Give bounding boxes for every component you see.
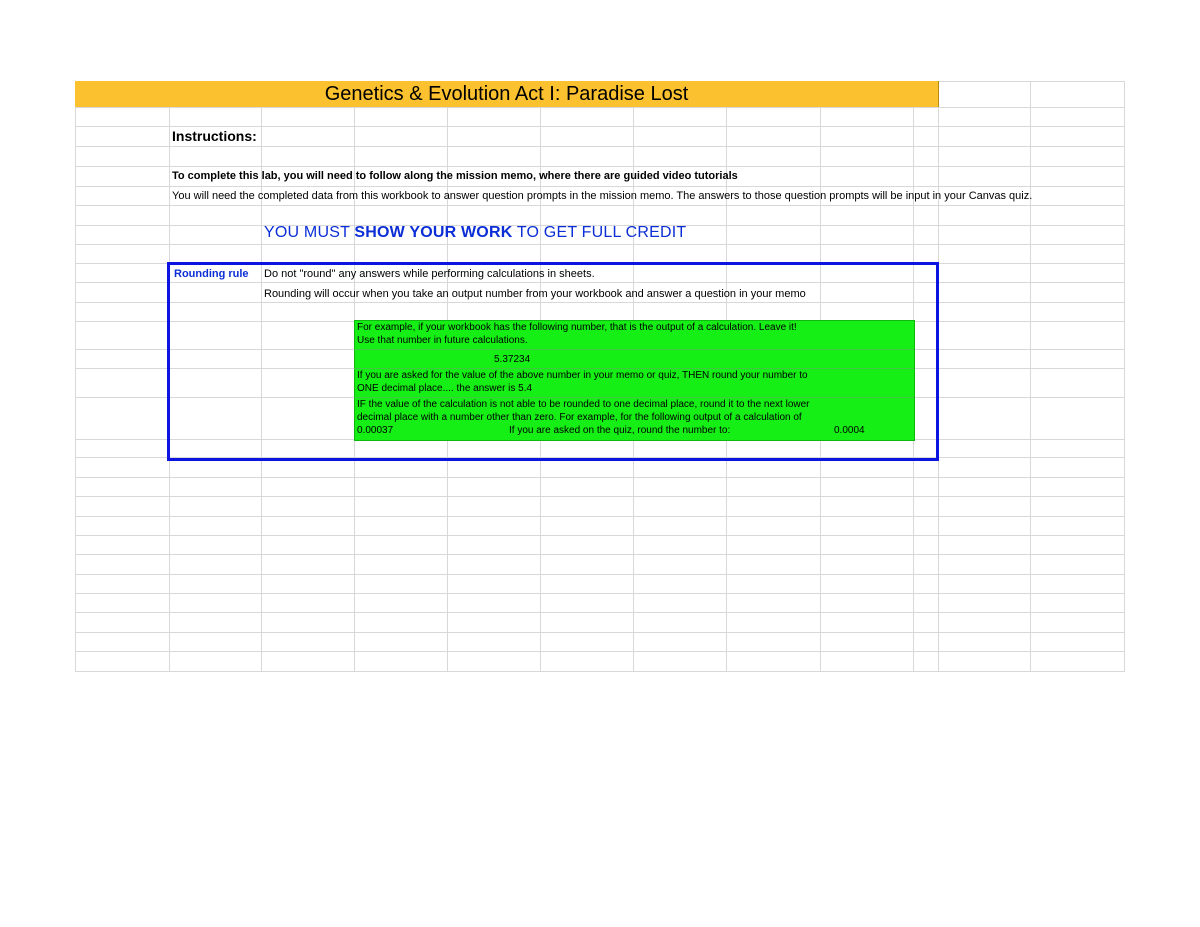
row-line xyxy=(75,205,1125,206)
col-line xyxy=(1030,81,1031,672)
example-number: 5.37234 xyxy=(494,354,531,365)
example-text: Use that number in future calculations. xyxy=(357,335,528,346)
row-line xyxy=(75,632,1125,633)
example-value: 0.00037 xyxy=(357,425,394,436)
row-line xyxy=(75,593,1125,594)
instructions-heading: Instructions: xyxy=(172,128,257,144)
instruction-line: You will need the completed data from this workbook to answer question prompts in the mission memo. The answers to those question prompts will be input in your Canvas quiz. xyxy=(172,190,1033,202)
rounding-rule-box xyxy=(167,262,939,461)
row-line xyxy=(75,671,1125,672)
example-text: ONE decimal place.... the answer is 5.4 xyxy=(357,383,533,394)
example-text: decimal place with a number other than zero. For example, for the following output of a calculation of xyxy=(357,412,802,423)
quiz-instruction: If you are asked on the quiz, round the number to: xyxy=(509,425,731,436)
row-line xyxy=(75,496,1125,497)
row-line xyxy=(75,244,1125,245)
credit-bold: SHOW YOUR WORK xyxy=(354,224,513,241)
page-title: Genetics & Evolution Act I: Paradise Lost xyxy=(324,83,689,105)
row-line xyxy=(75,126,1125,127)
rounding-rule-label: Rounding rule xyxy=(174,268,249,280)
row-line xyxy=(75,554,1125,555)
row-line xyxy=(75,651,1125,652)
row-line xyxy=(75,612,1125,613)
example-text: IF the value of the calculation is not able to be rounded to one decimal place, round it to the next lower xyxy=(357,399,810,410)
row-line xyxy=(75,166,1125,167)
rounding-rule-text: Rounding will occur when you take an output number from your workbook and answer a question in your memo xyxy=(264,288,806,300)
row-line xyxy=(75,107,1125,108)
row-line xyxy=(75,146,1125,147)
credit-post: TO GET FULL CREDIT xyxy=(512,224,687,241)
col-line xyxy=(1124,81,1125,672)
row-line xyxy=(75,477,1125,478)
example-text: For example, if your workbook has the following number, that is the output of a calculation. Leave it! xyxy=(357,322,797,333)
instruction-line-bold: To complete this lab, you will need to follow along the mission memo, where there are guided video tutorials xyxy=(172,170,738,182)
spreadsheet xyxy=(75,81,1125,672)
rounded-value: 0.0004 xyxy=(834,425,865,436)
row-line xyxy=(75,535,1125,536)
col-line xyxy=(75,81,76,672)
show-work-notice xyxy=(264,224,686,242)
example-text: If you are asked for the value of the above number in your memo or quiz, THEN round your number to xyxy=(357,370,808,381)
credit-pre: YOU MUST xyxy=(264,224,355,241)
rounding-rule-text: Do not "round" any answers while performing calculations in sheets. xyxy=(264,268,595,280)
row-line xyxy=(75,516,1125,517)
row-line xyxy=(75,574,1125,575)
row-line xyxy=(75,186,1125,187)
